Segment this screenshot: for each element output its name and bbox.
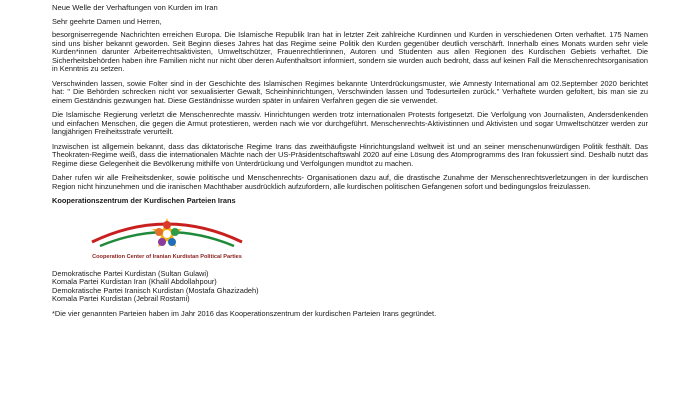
organization-logo — [82, 212, 282, 264]
paragraph: Daher rufen wir alle Freiheitsdenker, sowie politische und Menschenrechts- Organisationen dazu auf, die drastische Zunahme der Menschenrechtsverletzungen in der kurdischen Region nicht hinzunehmen und die iranischen Machthaber ausdrücklich aufzufordern, alle kurdischen politischen Gefangenen sofort und bedingungslos freizulassen. — [52, 173, 648, 191]
paragraph: Die Islamische Regierung verletzt die Menschenrechte massiv. Hinrichtungen werden trotz internationalen Protests fortgesetzt. Die Verfolgung von Journalisten, Andersdenkenden und einfachen Menschen, die gegen die Armut protestieren, werden nach wie vor durchgeführt. Menschenrechts-Aktivistinnen und Aktivisten und sogar Umweltschützer werden zur langjährigen Freiheitsstrafe verurteilt. — [52, 110, 648, 136]
document-title: Neue Welle der Verhaftungen von Kurden im Iran — [52, 3, 218, 12]
document-body — [52, 4, 648, 324]
logo-emblem-icon — [82, 212, 252, 256]
signer-item: Komala Partei Kurdistan Iran (Khalil Abdollahpour) — [52, 277, 217, 286]
paragraph: Inzwischen ist allgemein bekannt, dass das diktatorische Regime Irans das zweithäufigste Hinrichtungsland weltweit ist und an seiner menschenunwürdigen Politik festhält. Das Theokraten-Regime weiß, dass die internationalen Mächte nach der US-Präsidentschaftswahl 2020 auf eine Lösung des Atomprogramms des Iran fokussiert sind. Deshalb nutzt das Regime diese Gelegenheit die Bevölkerung mithilfe von Unterdrückung und Verfolgungen mundtot zu machen. — [52, 141, 648, 168]
logo-caption: Cooperation Center of Iranian Kurdistan Political Parties — [92, 253, 242, 260]
paragraph: Verschwinden lassen, sowie Folter sind in der Geschichte des Islamischen Regimes bekannte Unterdrückungsmuster, wie Amnesty International am 02.September 2020 berichtet hat: " Die Behörden schrecken nicht vor sexualisierter Gewalt, Scheinhinrichtungen, Verschwinden lassen und Todesurteilen zurück." Verhaftete wurden gefoltert, bis man sie zu einem Geständnis gezwungen hat. Diese Geständnisse wurden später in unfairen Verfahren gegen die sie verwendet. — [52, 78, 648, 105]
signer-item: Komala Partei Kurdistan (Jebrail Rostami) — [52, 294, 190, 303]
paragraph: besorgniserregende Nachrichten erreichen Europa. Die Islamische Republik Iran hat in letzter Zeit zahlreiche Kurdinnen und Kurden in verschiedenen Orten verhaftet. 175 Namen sind uns bisher bekannt geworden. Seit Beginn dieses Jahres hat das Regime seine Politik den Kurden gegenüber deutlich verschärft. Innerhalb eines Monats wurden sehr viele Kurden*innen darunter Arbeiterrechtsaktivisten, Umweltschützer, Frauenrechtlerinnen, Autoren und Studenten aus allen Regionen des Kurdischen Gebiets verhaftet. Die Sicherheitsbehörden haben ihre Familien nicht nur nicht über deren Aufenthaltsort informiert, sondern sie wurden auch bedroht, dass auf keinen Fall die Menschenrechtsorganisation in Kenntnis zu setzen. — [52, 30, 648, 73]
footnote: *Die vier genannten Parteien haben im Jahr 2016 das Kooperationszentrum der kurdischen Parteien Irans gegründet. — [52, 308, 437, 318]
salutation: Sehr geehrte Damen und Herren, — [52, 16, 162, 26]
signer-item: Demokratische Partei Iranisch Kurdistan (Mostafa Ghazizadeh) — [52, 285, 259, 295]
signers-list — [52, 270, 648, 304]
organization-name: Kooperationszentrum der Kurdischen Parteien Irans — [52, 196, 236, 205]
signer-item: Demokratische Partei Kurdistan (Sultan Gulawi) — [52, 268, 209, 278]
